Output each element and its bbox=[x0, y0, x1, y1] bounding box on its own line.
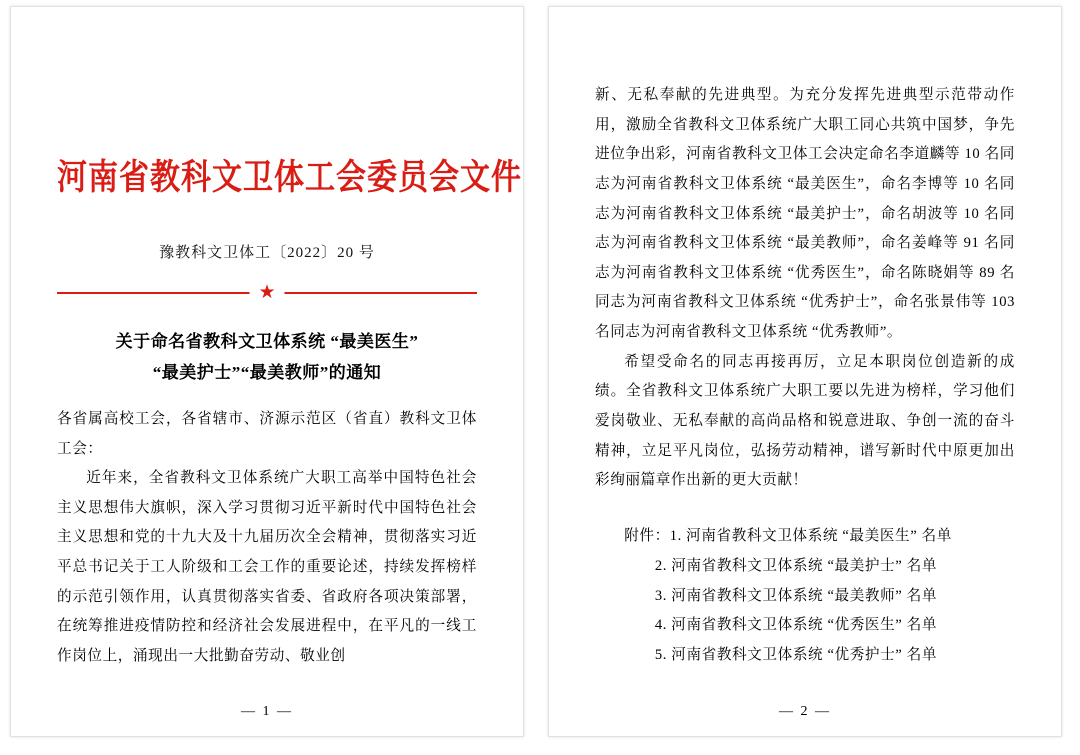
attachment-item-3 bbox=[595, 582, 1015, 612]
document-body-page-1 bbox=[57, 405, 477, 672]
document-title-line-2: “最美护士”“最美教师”的通知 bbox=[152, 363, 382, 383]
attachment-text-1: 河南省教科文卫体系统 “最美医生” 名单 bbox=[686, 527, 952, 544]
attachment-item-1 bbox=[595, 522, 1015, 552]
star-icon: ★ bbox=[249, 283, 284, 302]
red-rule-with-star bbox=[57, 282, 477, 303]
attachment-index-3: 3. bbox=[654, 587, 668, 604]
attachment-index-4: 4. bbox=[654, 617, 668, 634]
attachment-item-4 bbox=[595, 611, 1015, 641]
attachment-index-1: 附件：1. bbox=[624, 527, 682, 544]
addressee-line: 各省属高校工会，各省辖市、济源示范区（省直）教科文卫体工会： bbox=[57, 410, 477, 457]
document-body-page-2 bbox=[595, 81, 1015, 496]
document-page-1 bbox=[10, 6, 524, 737]
attachment-text-3: 河南省教科文卫体系统 “最美教师” 名单 bbox=[671, 587, 938, 604]
document-masthead: 河南省教科文卫体工会委员会文件 bbox=[57, 158, 522, 198]
attachment-text-2: 河南省教科文卫体系统 “最美护士” 名单 bbox=[671, 557, 938, 574]
body-paragraph-1: 近年来，全省教科文卫体系统广大职工高举中国特色社会主义思想伟大旗帜，深入学习贯彻习近平新时代中国特色社会主义思想和党的十九大及十九届历次全会精神，贯彻落实习近平总书记关于工人阶级和工会工作的重要论述，持续发挥榜样的示范引领作用，认真贯彻落实省委、省政府各项决策部署，在统筹推进疫情防控和经济社会发展进程中，在平凡的一线工作岗位上，涌现出一大批勤奋劳动、敬业创 bbox=[57, 470, 477, 664]
attachment-index-2: 2. bbox=[654, 557, 668, 574]
document-page-2 bbox=[548, 6, 1062, 737]
attachment-text-4: 河南省教科文卫体系统 “优秀医生” 名单 bbox=[671, 617, 938, 634]
page-number-1: — 1 — bbox=[241, 704, 293, 719]
document-number: 豫教科文卫体工〔2022〕20 号 bbox=[159, 245, 375, 261]
attachments-list bbox=[595, 522, 1015, 672]
attachment-index-5: 5. bbox=[654, 647, 668, 664]
document-title-line-1: 关于命名省教科文卫体系统 “最美医生” bbox=[115, 332, 419, 351]
page-number-2: — 2 — bbox=[779, 704, 831, 719]
document-title bbox=[57, 326, 477, 389]
body-paragraph-2: 希望受命名的同志再接再厉，立足本职岗位创造新的成绩。全省教科文卫体系统广大职工要以先进为榜样，学习他们爱岗敬业、无私奉献的高尚品格和锐意进取、争创一流的奋斗精神，立足平凡岗位，弘扬劳动精神，谱写新时代中原更加出彩绚丽篇章作出新的更大贡献！ bbox=[595, 353, 1015, 489]
attachment-text-5: 河南省教科文卫体系统 “优秀护士” 名单 bbox=[671, 647, 938, 664]
body-paragraph-continued: 新、无私奉献的先进典型。为充分发挥先进典型示范带动作用，激励全省教科文卫体系统广大职工同心共筑中国梦，争先进位争出彩，河南省教科文卫体工会决定命名李道麟等 10 名同志为河南省教科文卫体系统 “最美医生”，命名李博等 10 名同志为河南省教科文卫体系统 “最美护士”，命名胡波等 10 名同志为河南省教科文卫体系统 “最美教师”，命名姜峰等 91 名同志为河南省教科文卫体系统 “优秀医生”，命名陈晓娟等 89 名同志为河南省教科文卫体系统 “优秀护士”，命名张景伟等 103 名同志为河南省教科文卫体系统 “优秀教师”。 bbox=[595, 87, 1015, 340]
attachment-item-2 bbox=[595, 552, 1015, 582]
attachment-item-5 bbox=[595, 641, 1015, 671]
